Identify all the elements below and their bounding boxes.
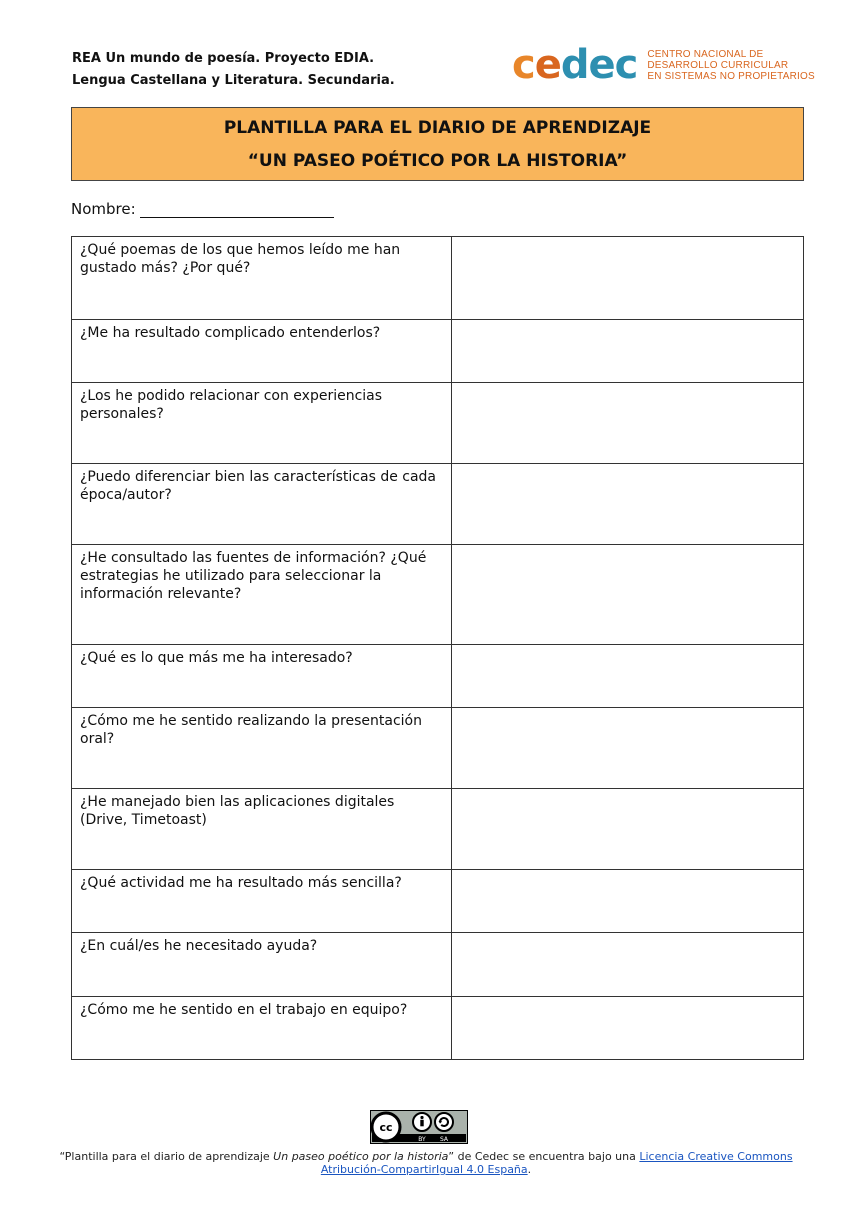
- answer-cell[interactable]: [452, 933, 804, 997]
- answer-cell[interactable]: [452, 789, 804, 870]
- question-cell: ¿Los he podido relacionar con experiencias personales?: [72, 383, 452, 464]
- journal-table: [71, 236, 804, 1060]
- question-cell: ¿He consultado las fuentes de información? ¿Qué estrategias he utilizado para seleccionar la información relevante?: [72, 545, 452, 645]
- header-line-1: REA Un mundo de poesía. Proyecto EDIA.: [72, 51, 375, 66]
- logo-wordmark: cedec: [512, 42, 638, 88]
- answer-cell[interactable]: [452, 997, 804, 1060]
- name-label: Nombre:: [71, 200, 136, 218]
- cc-sa-label: SA: [439, 1136, 449, 1143]
- svg-text:cc: cc: [379, 1121, 393, 1134]
- question-cell: ¿Qué poemas de los que hemos leído me han gustado más? ¿Por qué?: [72, 237, 452, 320]
- journal-row: [72, 708, 804, 789]
- answer-cell[interactable]: [452, 645, 804, 708]
- cc-by-sa-badge: [370, 1110, 468, 1144]
- header-line-2: Lengua Castellana y Literatura. Secundaria.: [72, 73, 395, 88]
- logo-subtitle: CENTRO NACIONAL DE DESARROLLO CURRICULAR EN SISTEMAS NO PROPIETARIOS: [647, 48, 815, 82]
- title-line-2: “UN PASEO POÉTICO POR LA HISTORIA”: [247, 151, 628, 171]
- question-cell: ¿He manejado bien las aplicaciones digitales (Drive, Timetoast): [72, 789, 452, 870]
- answer-cell[interactable]: [452, 383, 804, 464]
- cedec-logo: [512, 44, 815, 86]
- question-cell: ¿Cómo me he sentido en el trabajo en equipo?: [72, 997, 452, 1060]
- journal-row: [72, 645, 804, 708]
- answer-cell[interactable]: [452, 464, 804, 545]
- footer-work-title: Un paseo poético por la historia: [273, 1150, 449, 1163]
- question-cell: ¿Qué es lo que más me ha interesado?: [72, 645, 452, 708]
- journal-row: [72, 464, 804, 545]
- question-cell: ¿Puedo diferenciar bien las características de cada época/autor?: [72, 464, 452, 545]
- journal-row: [72, 997, 804, 1060]
- name-blank-line[interactable]: [140, 201, 334, 218]
- document-header: [72, 48, 395, 92]
- journal-row: [72, 383, 804, 464]
- license-footer: “Plantilla para el diario de aprendizaje Un paseo poético por la historia” de Cedec se encuentra bajo una Licencia Creative Commons Atribución-CompartirIgual 4.0 España.: [59, 1150, 793, 1176]
- question-cell: ¿Cómo me he sentido realizando la presentación oral?: [72, 708, 452, 789]
- license-link[interactable]: Licencia Creative Commons Atribución-CompartirIgual 4.0 España: [320, 1150, 793, 1176]
- answer-cell[interactable]: [452, 545, 804, 645]
- name-field: [71, 200, 334, 218]
- title-line-1: PLANTILLA PARA EL DIARIO DE APRENDIZAJE: [223, 118, 652, 138]
- journal-row: [72, 789, 804, 870]
- question-cell: ¿Me ha resultado complicado entenderlos?: [72, 320, 452, 383]
- title-box: [71, 107, 804, 181]
- cc-by-label: BY: [418, 1136, 426, 1143]
- answer-cell[interactable]: [452, 320, 804, 383]
- journal-row: [72, 870, 804, 933]
- journal-row: [72, 545, 804, 645]
- answer-cell[interactable]: [452, 708, 804, 789]
- question-cell: ¿Qué actividad me ha resultado más sencilla?: [72, 870, 452, 933]
- journal-row: [72, 933, 804, 997]
- journal-row: [72, 320, 804, 383]
- answer-cell[interactable]: [452, 237, 804, 320]
- journal-row: [72, 237, 804, 320]
- question-cell: ¿En cuál/es he necesitado ayuda?: [72, 933, 452, 997]
- answer-cell[interactable]: [452, 870, 804, 933]
